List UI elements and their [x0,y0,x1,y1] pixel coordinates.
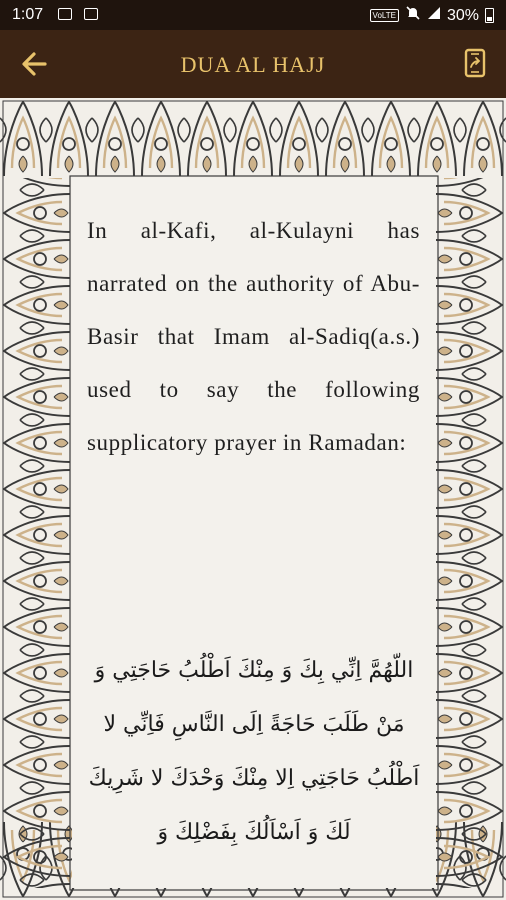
intro-paragraph: In al-Kafi, al-Kulayni has narrated on the authority of Abu-Basir that Imam al-Sadiq(a.s.) used to say the following supplicatory prayer in Ramadan: [87,218,420,455]
share-phone-icon [464,48,486,78]
status-right-cluster [370,5,494,26]
mute-bell-icon [405,5,421,26]
message-notification-icon [84,8,98,20]
signal-icon [427,6,441,25]
gallery-notification-icon [58,8,72,20]
battery-icon [485,8,494,23]
page-title: DUA AL HAJJ [180,52,326,77]
battery-percent: 30% [446,6,479,24]
ornamental-frame [0,98,506,900]
arabic-dua-text: اللّهُمَّ اِنِّي بِكَ وَ مِنْكَ اَطْلُبُ حَاجَتِي وَ مَنْ طَلَبَ حَاجَةً اِلَى النَّاسِ فَاِنِّي لا اَطْلُبُ حَاجَتِي اِلا مِنْكَ وَحْدَكَ لا شَرِيكَ لَكَ وَ اَسْاَلُكَ بِفَضْلِكَ وَ [88,658,420,845]
share-button[interactable] [464,48,486,78]
volte-badge: VoLTE [370,9,399,22]
status-time: 1:07 [12,6,44,23]
app-bar [0,30,506,98]
status-bar [0,0,506,30]
dua-content-panel[interactable] [72,178,436,888]
